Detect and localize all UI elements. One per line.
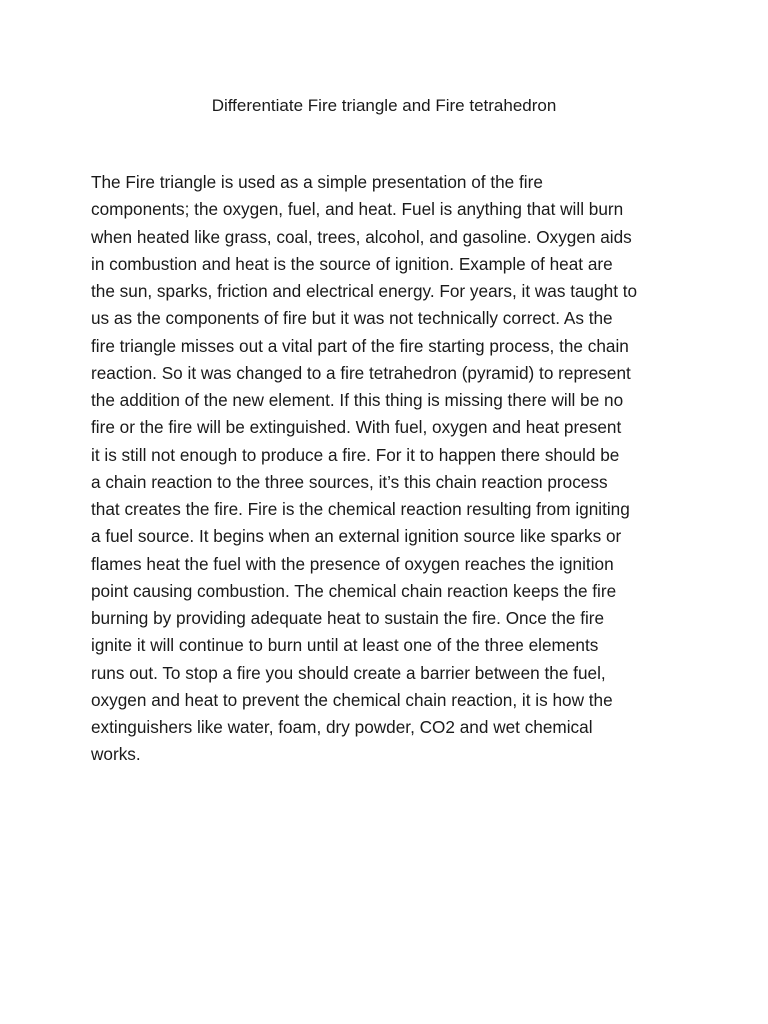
body-line: that creates the fire. Fire is the chemical reaction resulting from igniting — [91, 499, 630, 519]
body-line: a fuel source. It begins when an external ignition source like sparks or — [91, 526, 622, 547]
body-line: us as the components of fire but it was not technically correct. As the — [91, 308, 613, 329]
body-line: when heated like grass, coal, trees, alcohol, and gasoline. Oxygen aids — [91, 226, 632, 247]
body-line: oxygen and heat to prevent the chemical chain reaction, it is how the — [91, 689, 613, 710]
body-line: works. — [91, 744, 141, 765]
body-line: a chain reaction to the three sources, it’s this chain reaction process — [91, 471, 608, 492]
body-line: flames heat the fuel with the presence of oxygen reaches the ignition — [91, 553, 614, 574]
body-line: components; the oxygen, fuel, and heat. Fuel is anything that will burn — [91, 199, 624, 220]
body-line: reaction. So it was changed to a fire tetrahedron (pyramid) to represent — [91, 362, 631, 383]
document-title: Differentiate Fire triangle and Fire tetrahedron — [211, 96, 557, 115]
body-line: fire or the fire will be extinguished. With fuel, oxygen and heat present — [91, 417, 622, 438]
body-line: fire triangle misses out a vital part of the fire starting process, the chain — [91, 335, 629, 356]
body-line: in combustion and heat is the source of ignition. Example of heat are — [91, 253, 613, 274]
document-body — [91, 169, 691, 769]
body-line: The Fire triangle is used as a simple presentation of the fire — [91, 172, 543, 192]
body-line: point causing combustion. The chemical chain reaction keeps the fire — [91, 580, 617, 601]
body-line: the addition of the new element. If this thing is missing there will be no — [91, 390, 624, 410]
body-line: extinguishers like water, foam, dry powder, CO2 and wet chemical — [91, 717, 593, 737]
body-line: ignite it will continue to burn until at least one of the three elements — [91, 635, 599, 656]
body-line: the sun, sparks, friction and electrical energy. For years, it was taught to — [91, 281, 638, 301]
body-line: burning by providing adequate heat to sustain the fire. Once the fire — [91, 608, 605, 628]
body-line: it is still not enough to produce a fire. For it to happen there should be — [91, 444, 620, 465]
body-line: runs out. To stop a fire you should create a barrier between the fuel, — [91, 662, 606, 683]
